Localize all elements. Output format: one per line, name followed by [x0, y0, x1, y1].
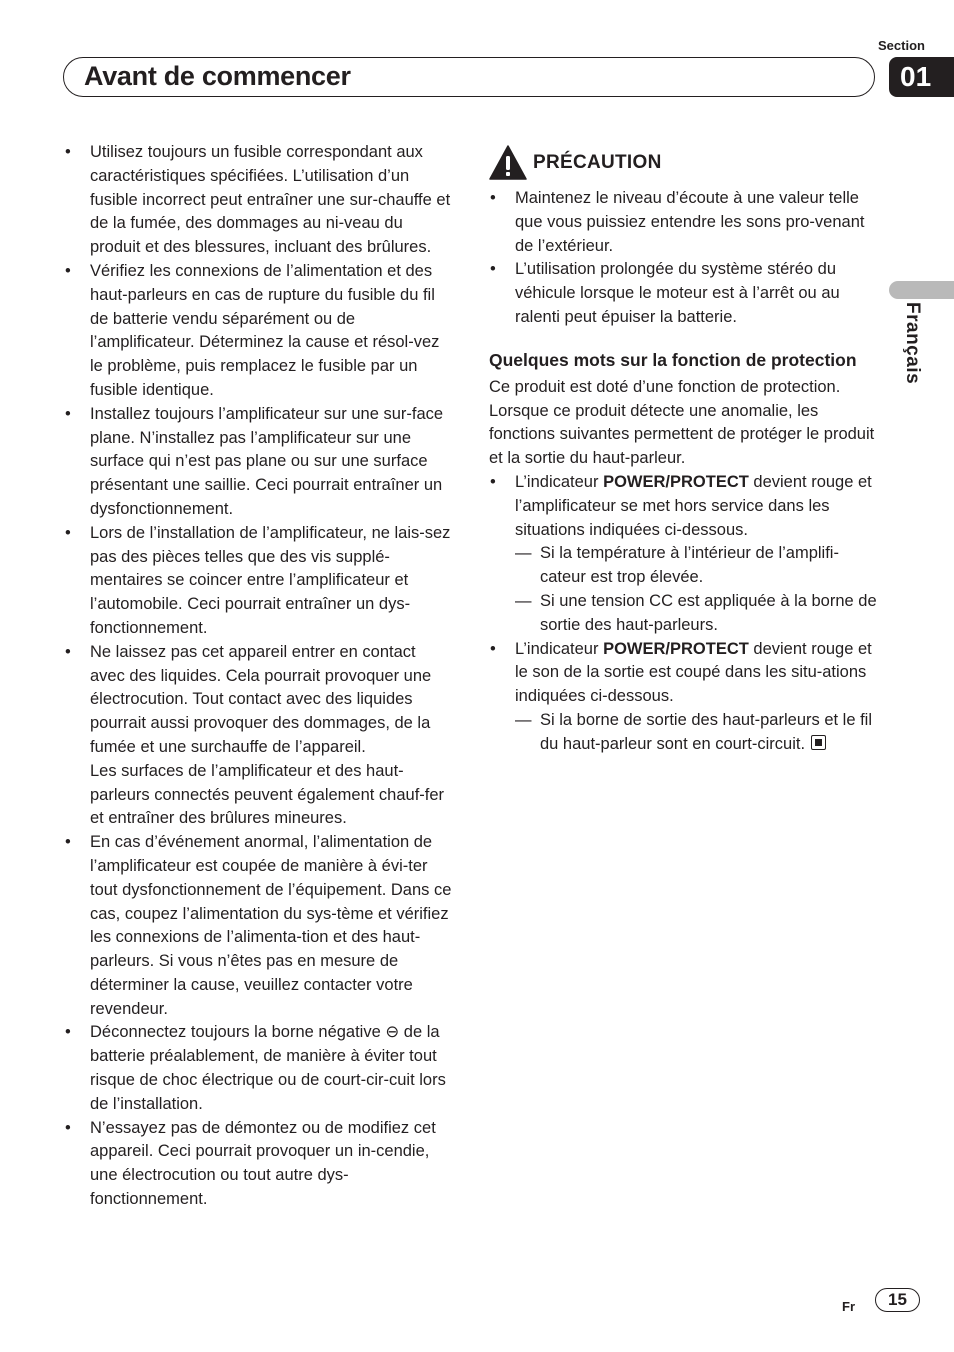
indicator-keyword: POWER/PROTECT [603, 472, 749, 491]
caution-heading-row [489, 141, 879, 185]
caution-heading: PRÉCAUTION [533, 152, 662, 173]
list-item-text: Vérifiez les connexions de l’alimentation et des haut-parleurs en cas de rupture du fusible du fil de batterie vendu séparément ou de l’amplificateur. Déterminez la cause et résol-vez le problème, puis remplacez le fusible par un fusible identique. [90, 261, 440, 399]
sub-list-item: — Si une tension CC est appliquée à la borne de sortie des haut-parleurs. [515, 590, 879, 638]
list-item [489, 258, 879, 329]
list-item-prefix: L’indicateur [515, 472, 604, 491]
indicator-keyword: POWER/PROTECT [603, 639, 749, 658]
list-item [489, 187, 879, 258]
page-title: Avant de commencer [84, 61, 351, 91]
footer-language-code: Fr [842, 1299, 855, 1314]
protection-list [489, 471, 879, 757]
list-item [63, 260, 455, 403]
end-of-section-icon [811, 735, 826, 750]
list-item [63, 403, 455, 522]
list-item-text: Déconnectez toujours la borne négative ⊖ de la batterie préalablement, de manière à éviter tout risque de choc électrique ou de court-cir-cuit lors de l’installation. [90, 1023, 446, 1113]
list-item [489, 471, 879, 638]
list-item [63, 641, 455, 831]
caution-list [489, 187, 879, 330]
sub-list [515, 542, 879, 637]
precautions-list [63, 141, 455, 1212]
page-number: 15 [875, 1288, 920, 1312]
sub-list-item-text: Si la borne de sortie des haut-parleurs et le fil du haut-parleur sont en court-circuit. [540, 710, 873, 753]
list-item [63, 1117, 455, 1212]
page-title-box [63, 57, 875, 97]
list-item-text: N’essayez pas de démontez ou de modifiez cet appareil. Ceci pourrait provoquer un in-cendie, une électrocution ou tout autre dys-fonctionnement. [90, 1118, 436, 1209]
list-item [63, 141, 455, 260]
list-item-prefix: L’indicateur [515, 639, 604, 658]
list-item-text: Installez toujours l’amplificateur sur une sur-face plane. N’installez pas l’amplificateur sur une surface qui n’est pas plane ou sur une surface présentant une saillie. Ceci pourrait entraîner un dysfonctionnement. [90, 404, 444, 518]
sub-list-item: — Si la température à l’intérieur de l’amplifi-cateur est trop élevée. [515, 542, 879, 590]
protection-intro: Ce produit est doté d’une fonction de protection. Lorsque ce produit détecte une anomalie, les fonctions suivantes permettent de protéger le produit et la sortie du haut-parleur. [489, 377, 875, 468]
section-number-badge: 01 [889, 57, 954, 97]
left-column [63, 141, 455, 1212]
list-item-text: En cas d’événement anormal, l’alimentation de l’amplificateur est coupée de manière à évi-ter tout dysfonctionnement de l’équipement. Dans ce cas, coupez l’alimentation du sys-tème et vérifiez les connexions de l’alimenta-tion et des haut-parleurs. Si vous n’êtes pas en mesure de déterminer la cause, veuillez contacter votre revendeur. [90, 833, 452, 1018]
list-item [63, 522, 455, 641]
right-column [489, 141, 879, 757]
list-item-suffix: devient rouge et le son de la sortie est coupé dans les situ-ations indiquées ci-dessous. [515, 639, 872, 706]
list-item-suffix: devient rouge et l’amplificateur se met hors service dans les situations indiquées ci-dessous. [515, 472, 872, 539]
section-label: Section [878, 38, 925, 53]
list-item [489, 638, 879, 757]
list-item-text: Maintenez le niveau d’écoute à une valeur telle que vous puissiez entendre les sons pro-venant de l’extérieur. [515, 189, 865, 255]
list-item-text: L’utilisation prolongée du système stéréo du véhicule lorsque le moteur est à l’arrêt ou au ralenti peut épuiser la batterie. [515, 260, 840, 326]
list-item-text: Lors de l’installation de l’amplificateur, ne lais-sez pas des pièces telles que des vis supplé-mentaires se coincer entre l’amplificateur et l’automobile. Ceci pourrait entraîner un dys-fonctionnement. [90, 523, 451, 637]
list-item-text: Utilisez toujours un fusible correspondant aux caractéristiques spécifiées. L’utilisation d’un fusible incorrect peut entraîner une sur-chauffe et de la fumée, des dommages au ni-veau du produit et des blessures, incluant des brûlures. [90, 143, 451, 257]
language-tab-label: Français [902, 302, 923, 385]
sub-list [515, 709, 879, 757]
sub-list-item [515, 709, 879, 757]
language-tab [897, 302, 925, 412]
list-item [63, 831, 455, 1021]
list-item-extra-text: Les surfaces de l’amplificateur et des haut-parleurs connectés peuvent également chauf-fer et entraîner des brûlures mineures. [90, 761, 445, 828]
warning-triangle-icon [489, 145, 527, 181]
list-item-text: Ne laissez pas cet appareil entrer en contact avec des liquides. Cela pourrait provoquer une électrocution. Tout contact avec des liquides pourrait aussi provoquer des dommages, de la fumée et une surchauffe de l’appareil. [90, 642, 432, 756]
language-tab-marker [889, 281, 954, 299]
list-item [63, 1021, 455, 1116]
protection-heading: Quelques mots sur la fonction de protection [489, 349, 857, 370]
